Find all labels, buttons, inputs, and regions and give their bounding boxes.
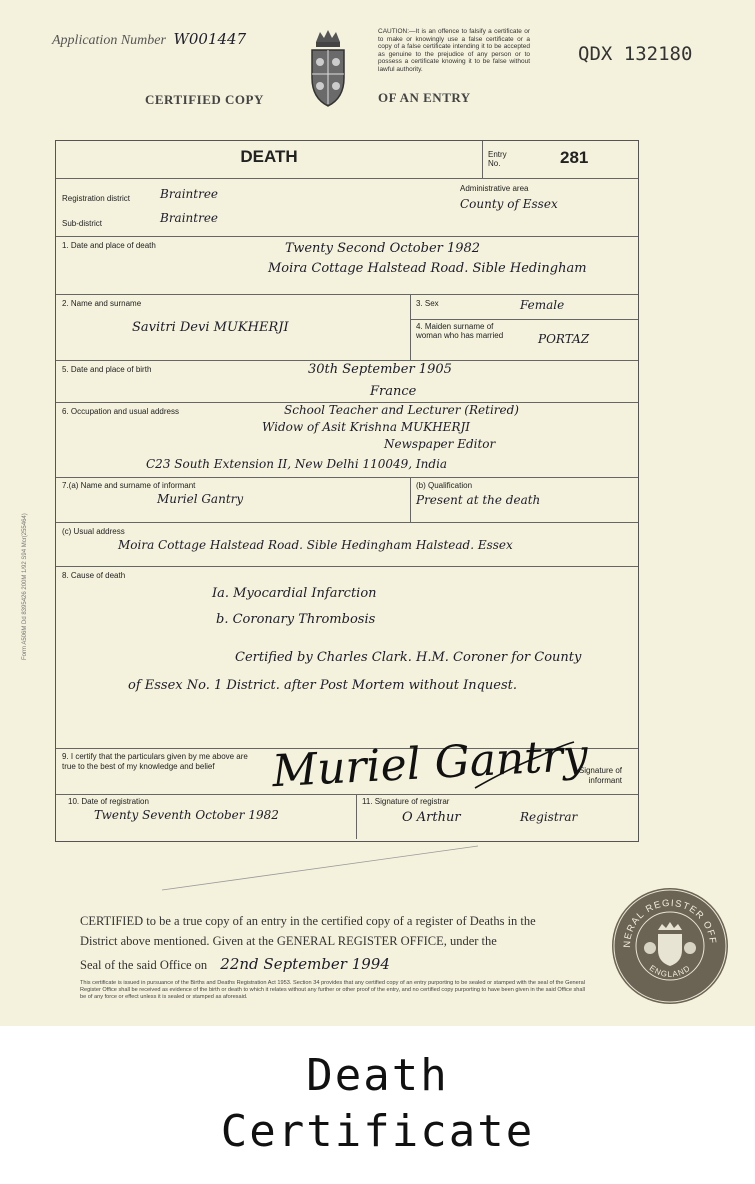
certify-particulars-label: 9. I certify that the particulars given by me above are true to the best of my knowledge and belief [62,752,248,771]
margin-form-code: Form A506M Dd 8395426 200M 1/92 S94 Mcr(255464) [22,513,28,660]
certified-line-1: CERTIFIED to be a true copy of an entry in the certified copy of a register of Deaths in the [80,914,536,928]
registrar-signature: O Arthur [402,810,461,825]
certification-line-2: of Essex No. 1 District. after Post Mortem without Inquest. [128,678,518,693]
occupation-address-label: 6. Occupation and usual address [62,407,179,416]
certified-copy-heading: CERTIFIED COPY [145,92,264,107]
name-surname-label: 2. Name and surname [62,299,142,308]
administrative-area-value: County of Essex [460,197,558,211]
gro-seal-icon [610,886,730,1006]
place-of-death-value: Moira Cottage Halstead Road. Sible Hedingham [268,261,587,276]
seal-date-value: 22nd September 1994 [220,955,390,973]
administrative-area-label: Administrative area [460,184,529,193]
date-of-registration-value: Twenty Seventh October 1982 [94,808,279,822]
royal-crest-icon [306,28,350,110]
entry-no-label: Entry No. [488,150,507,168]
name-surname-value: Savitri Devi MUKHERJI [132,320,289,335]
date-of-death-value: Twenty Second October 1982 [285,241,481,256]
widow-of-value: Widow of Asit Krishna MUKHERJI [262,420,471,434]
cause-line-1b: b. Coronary Thrombosis [216,612,376,627]
maiden-surname-value: PORTAZ [538,332,590,346]
sex-value: Female [520,298,565,312]
caption-line-1: Death [306,1050,449,1101]
cancel-stroke [160,842,480,892]
cause-line-1a: Ia. Myocardial Infarction [212,586,377,601]
svg-text:GENERAL REGISTER OFFICE: NERAL REGISTER OFF [621,897,719,949]
date-of-birth-value: 30th September 1905 [308,362,452,377]
sub-district-value: Braintree [160,211,219,225]
application-number-value: W001447 [173,30,247,48]
certified-line-2: District above mentioned. Given at the GENERAL REGISTER OFFICE, under the [80,934,497,948]
informant-name-label: 7.(a) Name and surname of informant [62,481,196,490]
registrar-role: Registrar [520,810,578,824]
small-print: This certificate is issued in pursuance of the Births and Deaths Registration Act 1953. Section 34 provides that any certified copy of an entry purporting to be sealed or stamped with the seal of the General Register Office shall be received as evidence of the birth or death to which it relates without any further or other proof of the entry, and no certified copy purporting to have been given in the said Office shall be of any force or effect unless it is sealed or stamped as aforesaid. [80,980,585,1000]
informant-signature: Muriel Gantry [270,729,590,798]
sex-label: 3. Sex [416,299,439,308]
date-of-registration-label: 10. Date of registration [68,797,149,806]
qualification-label: (b) Qualification [416,481,473,490]
caption-line-2: Certificate [220,1106,535,1157]
register-type-title: DEATH [240,147,298,166]
registration-district-value: Braintree [160,187,219,201]
date-place-of-death-label: 1. Date and place of death [62,241,156,250]
maiden-surname-label: 4. Maiden surname of woman who has married [416,322,504,340]
occupation-value: School Teacher and Lecturer (Retired) [284,403,519,417]
svg-text:ENGLAND: ENGLAND [647,963,693,979]
certification-line-1: Certified by Charles Clark. H.M. Coroner for County [235,650,582,665]
spouse-occupation-value: Newspaper Editor [384,437,496,451]
certified-line-3 [80,955,390,973]
informant-address-label: (c) Usual address [62,527,125,536]
application-number [52,30,246,49]
serial-number: QDX 132180 [578,43,693,65]
qualification-value: Present at the death [416,493,541,507]
usual-address-value: C23 South Extension II, New Delhi 110049, India [146,457,448,471]
signature-of-informant-label: Signature of informant [578,766,622,785]
date-place-of-birth-label: 5. Date and place of birth [62,365,152,374]
informant-name-value: Muriel Gantry [157,492,244,506]
cause-of-death-label: 8. Cause of death [62,571,126,580]
registrar-signature-label: 11. Signature of registrar [362,797,450,806]
entry-no-value: 281 [560,148,589,167]
place-of-birth-value: France [370,384,417,399]
application-number-label: Application Number [52,33,166,48]
informant-address-value: Moira Cottage Halstead Road. Sible Hedingham Halstead. Essex [118,538,513,552]
caution-notice: CAUTION:—It is an offence to falsify a certificate or to make or knowingly use a false certificate or a copy of a false certificate intending it to be accepted as genuine to the prejudice of any person or to possess a certificate knowing it to be false without lawful authority. [378,28,530,73]
certified-line-3-text: Seal of the said Office on [80,958,208,972]
sub-district-label: Sub-district [62,219,103,228]
of-an-entry-heading: OF AN ENTRY [378,90,471,105]
registration-district-label: Registration district [62,194,131,203]
